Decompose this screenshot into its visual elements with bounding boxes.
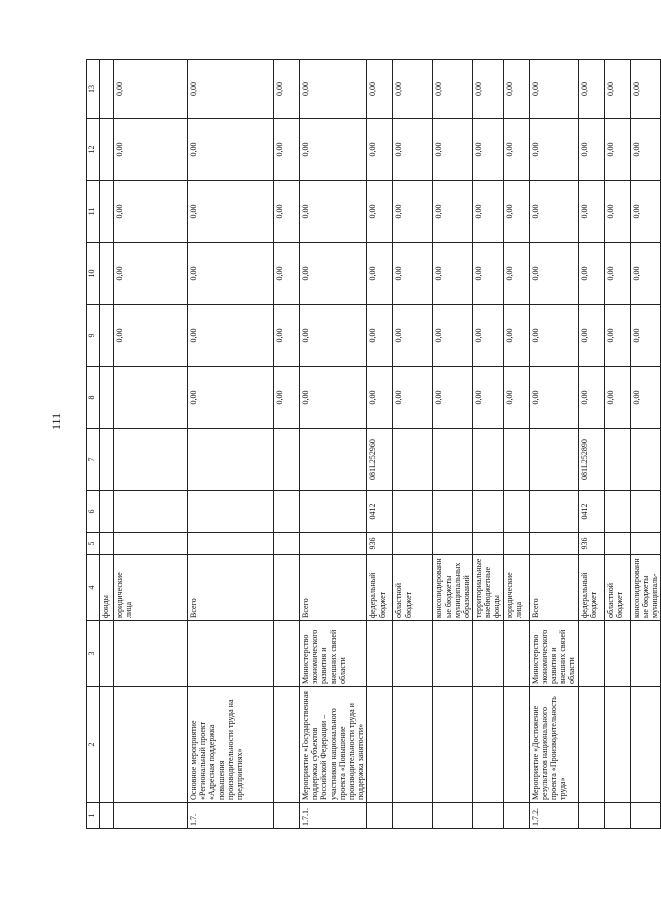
column-number-5: 5 bbox=[87, 533, 100, 555]
table-cell bbox=[604, 621, 630, 687]
column-number-9: 9 bbox=[87, 305, 100, 367]
table-cell: Министерство экономического развития и внешних связей области bbox=[300, 621, 367, 687]
table-cell bbox=[630, 491, 661, 533]
table-cell bbox=[100, 243, 114, 305]
table-cell: 0,00 bbox=[503, 243, 529, 305]
table-cell bbox=[503, 429, 529, 491]
table-cell bbox=[100, 60, 114, 119]
table-cell: 0,00 bbox=[393, 119, 433, 181]
table-row bbox=[300, 60, 367, 829]
table-cell: 936 bbox=[367, 533, 393, 555]
table-cell: 0,00 bbox=[433, 181, 473, 243]
table-cell bbox=[393, 533, 433, 555]
table-cell bbox=[604, 429, 630, 491]
table-cell bbox=[300, 533, 367, 555]
table-cell: 0,00 bbox=[367, 119, 393, 181]
table-cell: 0,00 bbox=[300, 243, 367, 305]
table-cell: 0,00 bbox=[473, 181, 504, 243]
table-cell: 0412 bbox=[367, 491, 393, 533]
budget-table bbox=[86, 59, 661, 829]
table-cell: 0,00 bbox=[433, 119, 473, 181]
table-cell: 0,00 bbox=[473, 119, 504, 181]
table-cell: 0,00 bbox=[188, 60, 274, 119]
table-cell: Мероприятие «Государственная поддержка субъектов Российской Федерации – участников национального проекта «Повышение производительности труда и поддержка занятости» bbox=[300, 687, 367, 803]
table-row bbox=[188, 60, 274, 829]
table-row bbox=[529, 60, 578, 829]
table-cell: 0,00 bbox=[367, 60, 393, 119]
table-cell: 0,00 bbox=[367, 243, 393, 305]
table-cell bbox=[114, 429, 188, 491]
table-cell bbox=[433, 491, 473, 533]
table-cell: 0,00 bbox=[393, 367, 433, 429]
table-cell: 0,00 bbox=[367, 305, 393, 367]
table-cell: фонды bbox=[100, 555, 114, 621]
table-cell: 081L252960 bbox=[367, 429, 393, 491]
table-cell: 0,00 bbox=[529, 119, 578, 181]
table-cell: 0,00 bbox=[114, 60, 188, 119]
table-cell bbox=[578, 803, 604, 829]
column-number-4: 4 bbox=[87, 555, 100, 621]
table-cell: Мероприятие «Достижение результатов национального проекта «Производительность труда» bbox=[529, 687, 578, 803]
table-cell bbox=[630, 621, 661, 687]
table-cell bbox=[473, 491, 504, 533]
table-cell: 1.7.1. bbox=[300, 803, 367, 829]
table-cell: 0,00 bbox=[393, 305, 433, 367]
table-cell: 0,00 bbox=[114, 243, 188, 305]
column-number-3: 3 bbox=[87, 621, 100, 687]
table-cell: 0,00 bbox=[503, 305, 529, 367]
table-cell: 0,00 bbox=[188, 305, 274, 367]
table-cell: 0,00 bbox=[630, 119, 661, 181]
table-cell bbox=[114, 367, 188, 429]
table-cell bbox=[393, 687, 433, 803]
table-cell: областной бюджет bbox=[604, 555, 630, 621]
column-number-12: 12 bbox=[87, 119, 100, 181]
table-row bbox=[274, 60, 300, 829]
table-cell bbox=[529, 429, 578, 491]
table-cell bbox=[604, 491, 630, 533]
table-cell: 0,00 bbox=[114, 305, 188, 367]
table-cell: 0,00 bbox=[630, 367, 661, 429]
table-cell bbox=[300, 491, 367, 533]
table-cell bbox=[529, 491, 578, 533]
table-cell: Министерство экономического развития и внешних связей области bbox=[529, 621, 578, 687]
table-cell: 0,00 bbox=[433, 60, 473, 119]
table-cell bbox=[503, 621, 529, 687]
table-cell bbox=[100, 803, 114, 829]
table-cell bbox=[433, 533, 473, 555]
table-row bbox=[114, 60, 188, 829]
table-cell: 0,00 bbox=[367, 181, 393, 243]
table-cell bbox=[393, 621, 433, 687]
table-cell: 0,00 bbox=[529, 181, 578, 243]
table-cell bbox=[473, 533, 504, 555]
table-cell: юридические лица bbox=[503, 555, 529, 621]
table-cell bbox=[503, 491, 529, 533]
table-cell bbox=[114, 533, 188, 555]
table-cell: территориальные внебюджетные фонды bbox=[473, 555, 504, 621]
table-cell: 0,00 bbox=[274, 367, 300, 429]
column-number-13: 13 bbox=[87, 60, 100, 119]
table-row bbox=[433, 60, 473, 829]
table-cell bbox=[100, 305, 114, 367]
table-row bbox=[393, 60, 433, 829]
table-cell bbox=[630, 687, 661, 803]
table-row bbox=[578, 60, 604, 829]
table-cell: Основное мероприятие «Региональный проект «Адресная поддержка повышения производительности труда на предприятиях» bbox=[188, 687, 274, 803]
table-row bbox=[100, 60, 114, 829]
table-cell bbox=[473, 687, 504, 803]
table-cell: 0,00 bbox=[503, 181, 529, 243]
table-row bbox=[630, 60, 661, 829]
table-cell bbox=[188, 533, 274, 555]
table-cell: 0,00 bbox=[188, 367, 274, 429]
table-cell: 0,00 bbox=[578, 305, 604, 367]
table-cell bbox=[503, 687, 529, 803]
table-cell bbox=[274, 687, 300, 803]
table-cell: 0,00 bbox=[393, 243, 433, 305]
table-cell bbox=[100, 687, 114, 803]
table-cell: 0,00 bbox=[604, 60, 630, 119]
table-cell bbox=[473, 621, 504, 687]
table-cell: 0,00 bbox=[114, 181, 188, 243]
table-cell bbox=[433, 621, 473, 687]
table-cell: 0,00 bbox=[529, 305, 578, 367]
table-cell bbox=[433, 429, 473, 491]
table-cell: Всего bbox=[300, 555, 367, 621]
table-cell bbox=[274, 621, 300, 687]
table-cell: 0,00 bbox=[578, 119, 604, 181]
table-cell bbox=[503, 533, 529, 555]
table-cell bbox=[100, 491, 114, 533]
table-cell: 0,00 bbox=[274, 119, 300, 181]
table-cell: 0,00 bbox=[433, 305, 473, 367]
table-cell bbox=[630, 429, 661, 491]
table-cell bbox=[100, 119, 114, 181]
table-cell: 1.7.2. bbox=[529, 803, 578, 829]
table-cell: 0412 bbox=[578, 491, 604, 533]
table-row bbox=[473, 60, 504, 829]
table-cell bbox=[300, 429, 367, 491]
table-cell bbox=[578, 687, 604, 803]
table-cell bbox=[393, 491, 433, 533]
table-cell: 0,00 bbox=[367, 367, 393, 429]
table-cell bbox=[604, 533, 630, 555]
table-cell bbox=[393, 429, 433, 491]
table-cell bbox=[604, 687, 630, 803]
table-cell bbox=[433, 687, 473, 803]
table-cell: 0,00 bbox=[604, 367, 630, 429]
table-cell: 0,00 bbox=[604, 243, 630, 305]
table-cell: юридические лица bbox=[114, 555, 188, 621]
table-cell: 0,00 bbox=[188, 181, 274, 243]
table-cell: 0,00 bbox=[578, 60, 604, 119]
table-cell: 0,00 bbox=[433, 367, 473, 429]
table-cell: 936 bbox=[578, 533, 604, 555]
table-cell bbox=[604, 803, 630, 829]
table-cell: 0,00 bbox=[473, 60, 504, 119]
table-cell bbox=[367, 803, 393, 829]
table-cell bbox=[503, 803, 529, 829]
column-number-6: 6 bbox=[87, 491, 100, 533]
table-cell: консолидированные бюджеты муниципаль- bbox=[630, 555, 661, 621]
table-cell bbox=[114, 621, 188, 687]
table-cell bbox=[578, 621, 604, 687]
table-cell bbox=[473, 803, 504, 829]
table-row bbox=[503, 60, 529, 829]
table-cell bbox=[100, 181, 114, 243]
table-cell bbox=[433, 803, 473, 829]
table-cell: 0,00 bbox=[188, 243, 274, 305]
table-cell: 0,00 bbox=[274, 243, 300, 305]
table-cell: 1.7. bbox=[188, 803, 274, 829]
table-cell: 0,00 bbox=[274, 305, 300, 367]
table-cell: 0,00 bbox=[503, 367, 529, 429]
table-cell: 0,00 bbox=[604, 181, 630, 243]
table-cell bbox=[188, 491, 274, 533]
table-cell bbox=[274, 555, 300, 621]
table-cell bbox=[630, 803, 661, 829]
table-cell bbox=[114, 491, 188, 533]
table-cell: 0,00 bbox=[300, 60, 367, 119]
table-row bbox=[367, 60, 393, 829]
table-cell: 0,00 bbox=[188, 119, 274, 181]
table-cell: 0,00 bbox=[393, 181, 433, 243]
table-cell: Всего bbox=[188, 555, 274, 621]
table-cell: консолидированные бюджеты муниципальных образований bbox=[433, 555, 473, 621]
table-cell: 0,00 bbox=[114, 119, 188, 181]
table-cell: 0,00 bbox=[473, 305, 504, 367]
table-cell bbox=[188, 621, 274, 687]
table-cell: 081L252890 bbox=[578, 429, 604, 491]
table-cell: 0,00 bbox=[529, 243, 578, 305]
table-cell: 0,00 bbox=[578, 367, 604, 429]
table-cell: 0,00 bbox=[630, 243, 661, 305]
table-row bbox=[604, 60, 630, 829]
table-cell bbox=[188, 429, 274, 491]
column-number-1: 1 bbox=[87, 803, 100, 829]
table-cell bbox=[393, 803, 433, 829]
table-cell: 0,00 bbox=[274, 60, 300, 119]
table-cell: 0,00 bbox=[604, 119, 630, 181]
table-cell: 0,00 bbox=[393, 60, 433, 119]
column-number-10: 10 bbox=[87, 243, 100, 305]
table-cell bbox=[367, 621, 393, 687]
table-cell bbox=[100, 621, 114, 687]
table-cell: 0,00 bbox=[578, 243, 604, 305]
table-cell: 0,00 bbox=[300, 367, 367, 429]
table-cell bbox=[114, 803, 188, 829]
table-cell: 0,00 bbox=[473, 367, 504, 429]
table-cell bbox=[630, 533, 661, 555]
table-cell bbox=[274, 491, 300, 533]
table-cell: 0,00 bbox=[529, 367, 578, 429]
table-cell bbox=[100, 429, 114, 491]
table-cell bbox=[114, 687, 188, 803]
table-cell bbox=[367, 687, 393, 803]
table-cell: 0,00 bbox=[503, 119, 529, 181]
table-cell: федеральный бюджет bbox=[578, 555, 604, 621]
table-cell: 0,00 bbox=[529, 60, 578, 119]
table-cell: 0,00 bbox=[503, 60, 529, 119]
table-cell: 0,00 bbox=[630, 60, 661, 119]
table-cell bbox=[274, 533, 300, 555]
table-cell: 0,00 bbox=[274, 181, 300, 243]
table-cell bbox=[100, 533, 114, 555]
table-cell: Всего bbox=[529, 555, 578, 621]
table-cell: 0,00 bbox=[473, 243, 504, 305]
table-cell: 0,00 bbox=[433, 243, 473, 305]
table-cell: 0,00 bbox=[630, 305, 661, 367]
rotated-table-container bbox=[86, 60, 659, 829]
column-number-row bbox=[87, 60, 100, 829]
table-cell: 0,00 bbox=[578, 181, 604, 243]
table-cell: 0,00 bbox=[300, 119, 367, 181]
table-cell: областной бюджет bbox=[393, 555, 433, 621]
table-cell bbox=[274, 429, 300, 491]
page-number: 111 bbox=[49, 412, 63, 430]
table-cell bbox=[100, 367, 114, 429]
table-cell bbox=[473, 429, 504, 491]
column-number-7: 7 bbox=[87, 429, 100, 491]
table-cell: 0,00 bbox=[604, 305, 630, 367]
table-cell bbox=[529, 533, 578, 555]
column-number-2: 2 bbox=[87, 687, 100, 803]
table-cell: 0,00 bbox=[630, 181, 661, 243]
table-cell: 0,00 bbox=[300, 181, 367, 243]
table-cell: федеральный бюджет bbox=[367, 555, 393, 621]
table-cell: 0,00 bbox=[300, 305, 367, 367]
column-number-8: 8 bbox=[87, 367, 100, 429]
column-number-11: 11 bbox=[87, 181, 100, 243]
table-cell bbox=[274, 803, 300, 829]
